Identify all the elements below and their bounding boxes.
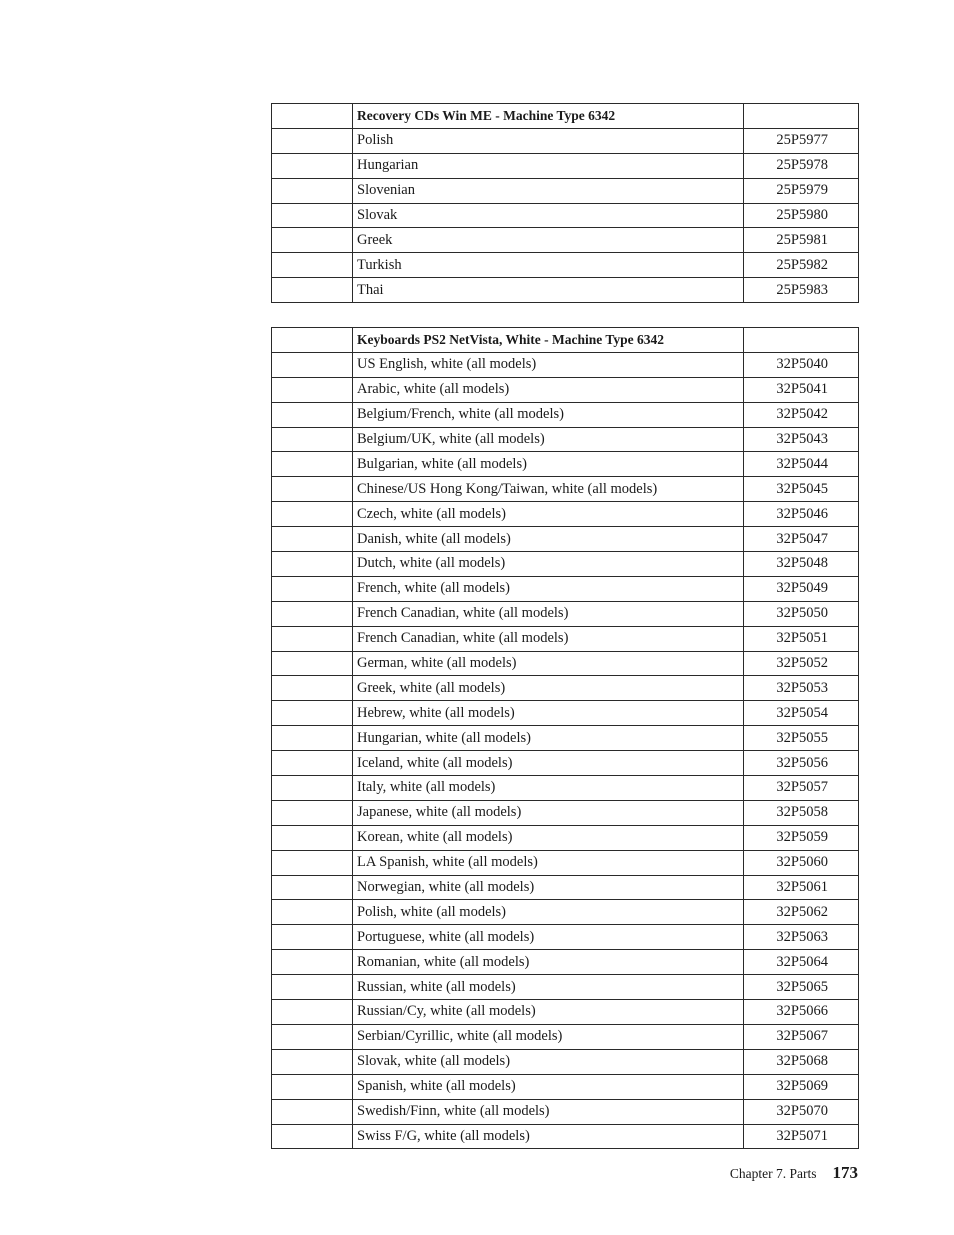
table-row [272, 527, 859, 552]
part-description: Chinese/US Hong Kong/Taiwan, white (all models) [353, 477, 744, 502]
part-description: Hungarian, white (all models) [353, 726, 744, 751]
part-number: 32P5071 [744, 1124, 859, 1149]
table-row [272, 178, 859, 203]
empty-cell [272, 900, 353, 925]
table-heading: Recovery CDs Win ME - Machine Type 6342 [353, 104, 744, 129]
part-description: Slovenian [353, 178, 744, 203]
empty-cell [272, 178, 353, 203]
empty-cell [272, 601, 353, 626]
part-description: German, white (all models) [353, 651, 744, 676]
part-number: 32P5040 [744, 352, 859, 377]
empty-cell [272, 726, 353, 751]
part-description: Slovak, white (all models) [353, 1049, 744, 1074]
part-number: 25P5981 [744, 228, 859, 253]
part-description: Russian/Cy, white (all models) [353, 1000, 744, 1025]
part-description: Greek [353, 228, 744, 253]
part-description: Danish, white (all models) [353, 527, 744, 552]
part-description: Hungarian [353, 153, 744, 178]
part-description: French Canadian, white (all models) [353, 626, 744, 651]
part-number: 32P5063 [744, 925, 859, 950]
empty-cell [272, 626, 353, 651]
empty-cell [272, 552, 353, 577]
part-number: 32P5062 [744, 900, 859, 925]
empty-cell [272, 875, 353, 900]
part-description: US English, white (all models) [353, 352, 744, 377]
table-row [272, 576, 859, 601]
table-row [272, 253, 859, 278]
part-description: Thai [353, 278, 744, 303]
part-number: 32P5056 [744, 751, 859, 776]
part-number: 32P5057 [744, 776, 859, 801]
part-description: French, white (all models) [353, 576, 744, 601]
part-number: 25P5982 [744, 253, 859, 278]
part-description: Swiss F/G, white (all models) [353, 1124, 744, 1149]
part-number: 32P5055 [744, 726, 859, 751]
part-number: 25P5979 [744, 178, 859, 203]
part-number: 32P5048 [744, 552, 859, 577]
part-number: 32P5065 [744, 975, 859, 1000]
empty-cell [272, 128, 353, 153]
table-row [272, 626, 859, 651]
part-number: 32P5058 [744, 800, 859, 825]
part-description: Spanish, white (all models) [353, 1074, 744, 1099]
empty-cell [272, 328, 353, 353]
table-row [272, 1074, 859, 1099]
part-number: 32P5047 [744, 527, 859, 552]
part-number: 32P5043 [744, 427, 859, 452]
part-number: 32P5046 [744, 502, 859, 527]
empty-cell [272, 427, 353, 452]
table-row [272, 502, 859, 527]
part-number: 32P5053 [744, 676, 859, 701]
table-row [272, 825, 859, 850]
table-header-row [272, 328, 859, 353]
recovery-cds-table [271, 103, 859, 303]
recovery-cds-table-body [272, 104, 859, 303]
part-number: 32P5067 [744, 1024, 859, 1049]
table-row [272, 128, 859, 153]
empty-cell [272, 1024, 353, 1049]
table-row [272, 850, 859, 875]
part-description: Arabic, white (all models) [353, 377, 744, 402]
part-description: Belgium/UK, white (all models) [353, 427, 744, 452]
table-row [272, 900, 859, 925]
empty-cell [272, 751, 353, 776]
table-row [272, 203, 859, 228]
table-row [272, 153, 859, 178]
part-description: Dutch, white (all models) [353, 552, 744, 577]
part-description: Russian, white (all models) [353, 975, 744, 1000]
table-row [272, 800, 859, 825]
part-description: Slovak [353, 203, 744, 228]
empty-cell [272, 950, 353, 975]
part-description: Hebrew, white (all models) [353, 701, 744, 726]
part-number: 32P5064 [744, 950, 859, 975]
table-row [272, 776, 859, 801]
part-description: Bulgarian, white (all models) [353, 452, 744, 477]
part-number: 32P5054 [744, 701, 859, 726]
empty-cell [272, 825, 353, 850]
table-row [272, 1024, 859, 1049]
part-number: 32P5069 [744, 1074, 859, 1099]
part-number: 32P5051 [744, 626, 859, 651]
part-description: Italy, white (all models) [353, 776, 744, 801]
table-row [272, 651, 859, 676]
table-row [272, 477, 859, 502]
table-row [272, 352, 859, 377]
empty-cell [272, 850, 353, 875]
empty-cell [272, 377, 353, 402]
empty-cell [272, 701, 353, 726]
table-row [272, 228, 859, 253]
empty-cell [272, 925, 353, 950]
page-footer [730, 1163, 858, 1183]
empty-cell [272, 228, 353, 253]
table-row [272, 975, 859, 1000]
empty-cell [272, 502, 353, 527]
table-row [272, 875, 859, 900]
empty-cell [272, 104, 353, 129]
table-row [272, 402, 859, 427]
part-number: 32P5070 [744, 1099, 859, 1124]
empty-cell [272, 1099, 353, 1124]
part-number: 32P5042 [744, 402, 859, 427]
empty-cell [272, 975, 353, 1000]
part-description: Norwegian, white (all models) [353, 875, 744, 900]
part-description: Greek, white (all models) [353, 676, 744, 701]
empty-cell [272, 651, 353, 676]
table-row [272, 1124, 859, 1149]
part-description: Polish, white (all models) [353, 900, 744, 925]
part-description: LA Spanish, white (all models) [353, 850, 744, 875]
part-number: 32P5052 [744, 651, 859, 676]
part-number: 32P5045 [744, 477, 859, 502]
keyboards-table [271, 327, 859, 1149]
empty-cell [272, 1074, 353, 1099]
part-number: 25P5983 [744, 278, 859, 303]
part-description: Serbian/Cyrillic, white (all models) [353, 1024, 744, 1049]
part-description: French Canadian, white (all models) [353, 601, 744, 626]
empty-cell [272, 203, 353, 228]
table-row [272, 1000, 859, 1025]
chapter-label: Chapter 7. Parts [729, 1166, 817, 1181]
part-description: Korean, white (all models) [353, 825, 744, 850]
table-row [272, 278, 859, 303]
part-description: Turkish [353, 253, 744, 278]
empty-cell [744, 328, 859, 353]
empty-cell [272, 527, 353, 552]
part-number: 32P5066 [744, 1000, 859, 1025]
empty-cell [272, 776, 353, 801]
table-row [272, 751, 859, 776]
part-description: Iceland, white (all models) [353, 751, 744, 776]
table-row [272, 676, 859, 701]
part-number: 32P5049 [744, 576, 859, 601]
empty-cell [272, 402, 353, 427]
table-row [272, 1049, 859, 1074]
page-number: 173 [832, 1163, 858, 1182]
table-row [272, 925, 859, 950]
empty-cell [272, 153, 353, 178]
empty-cell [272, 253, 353, 278]
part-number: 25P5980 [744, 203, 859, 228]
table-row [272, 452, 859, 477]
empty-cell [272, 1000, 353, 1025]
table-row [272, 377, 859, 402]
empty-cell [272, 452, 353, 477]
keyboards-table-body [272, 328, 859, 1149]
empty-cell [272, 576, 353, 601]
part-number: 32P5059 [744, 825, 859, 850]
part-number: 25P5977 [744, 128, 859, 153]
part-description: Belgium/French, white (all models) [353, 402, 744, 427]
empty-cell [272, 676, 353, 701]
table-row [272, 427, 859, 452]
empty-cell [272, 1124, 353, 1149]
table-row [272, 701, 859, 726]
empty-cell [272, 352, 353, 377]
table-header-row [272, 104, 859, 129]
part-number: 32P5050 [744, 601, 859, 626]
part-description: Japanese, white (all models) [353, 800, 744, 825]
part-number: 32P5060 [744, 850, 859, 875]
part-number: 32P5068 [744, 1049, 859, 1074]
table-row [272, 601, 859, 626]
empty-cell [272, 477, 353, 502]
empty-cell [272, 800, 353, 825]
part-number: 32P5044 [744, 452, 859, 477]
table-row [272, 726, 859, 751]
empty-cell [744, 104, 859, 129]
table-row [272, 950, 859, 975]
empty-cell [272, 278, 353, 303]
table-row [272, 552, 859, 577]
part-number: 32P5061 [744, 875, 859, 900]
part-number: 25P5978 [744, 153, 859, 178]
part-description: Czech, white (all models) [353, 502, 744, 527]
part-description: Swedish/Finn, white (all models) [353, 1099, 744, 1124]
part-description: Polish [353, 128, 744, 153]
table-row [272, 1099, 859, 1124]
part-number: 32P5041 [744, 377, 859, 402]
part-description: Romanian, white (all models) [353, 950, 744, 975]
table-heading: Keyboards PS2 NetVista, White - Machine Type 6342 [353, 328, 744, 353]
part-description: Portuguese, white (all models) [353, 925, 744, 950]
empty-cell [272, 1049, 353, 1074]
